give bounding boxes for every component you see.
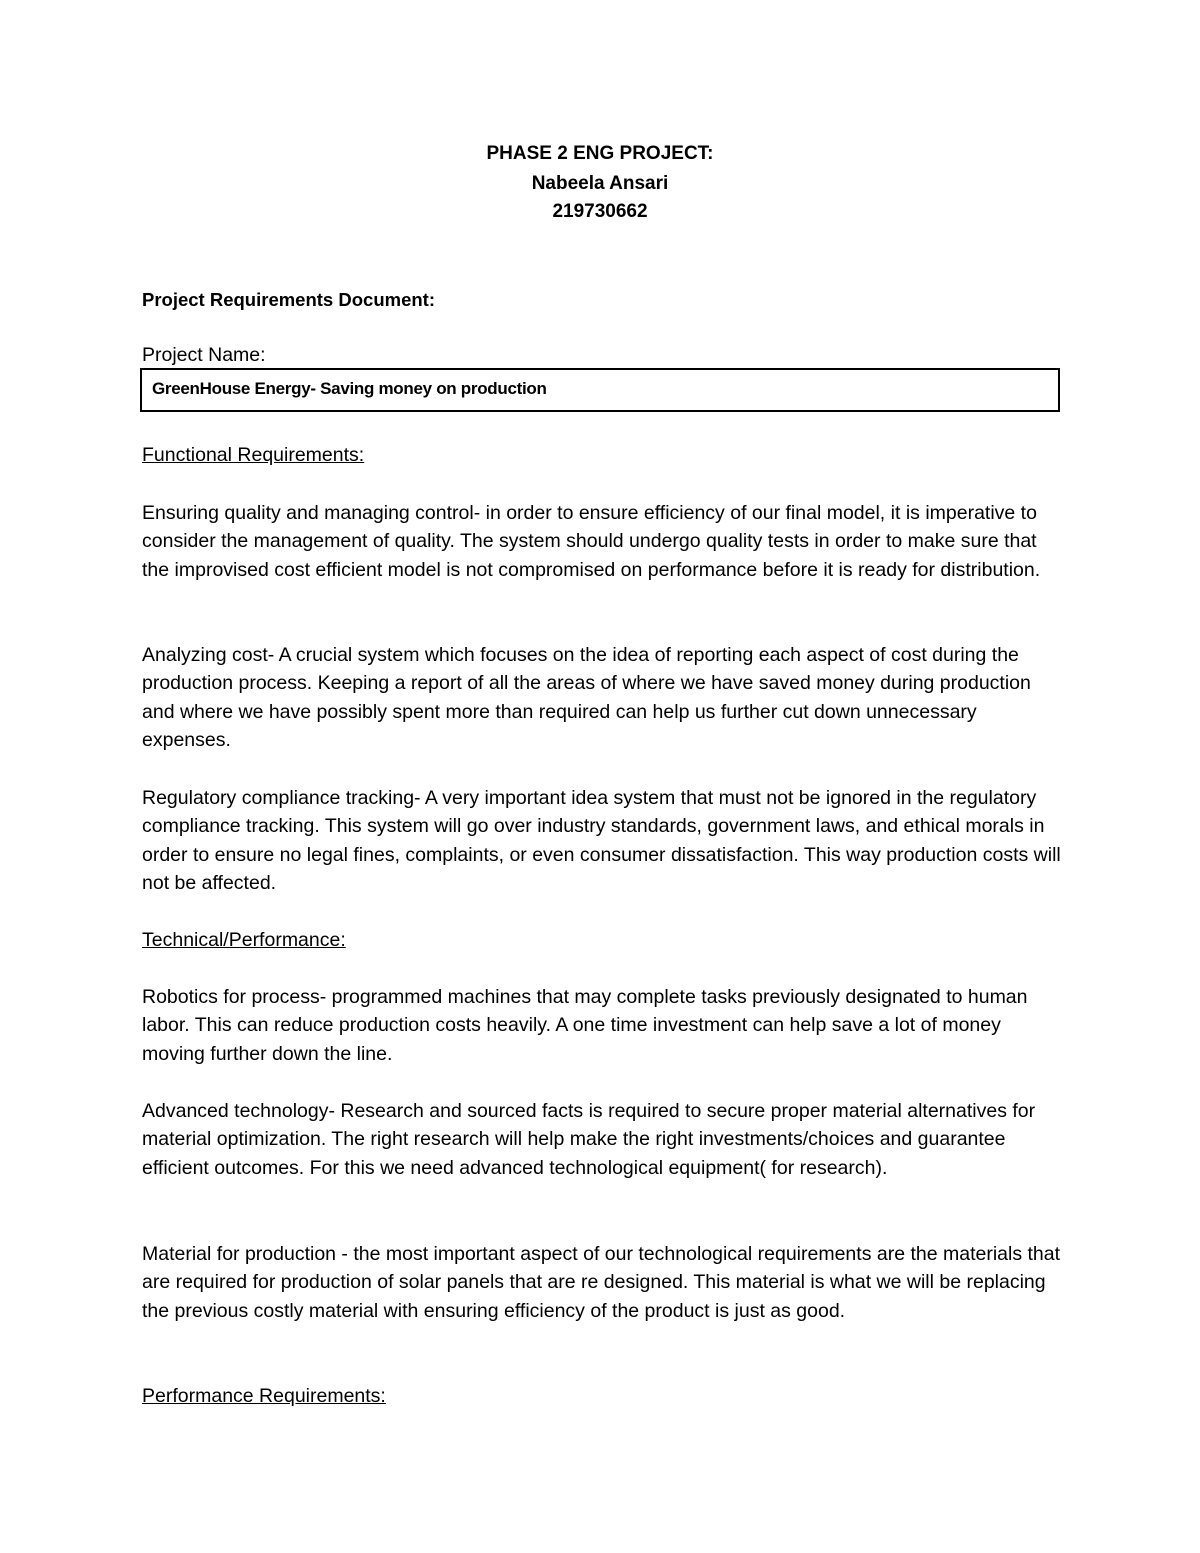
project-name-box — [140, 368, 1060, 412]
project-name-label-block — [142, 341, 1062, 369]
student-id: 219730662 — [552, 201, 648, 222]
functional-requirements-section — [142, 441, 1062, 469]
paragraph: Advanced technology- Research and sourced facts is required to secure proper material alternatives for material optimization. The right research will help make the right investments/choices and guarantee efficient outcomes. For this we need advanced technological equipment( for research). — [142, 1100, 1036, 1179]
project-name-value: GreenHouse Energy- Saving money on production — [152, 379, 547, 398]
technical-paragraph-material — [142, 1240, 1062, 1325]
paragraph: Analyzing cost- A crucial system which focuses on the idea of reporting each aspect of cost during the production process. Keeping a report of all the areas of where we have saved money during production and where we have possibly spent more than required can help us further cut down unnecessary expenses. — [142, 644, 1031, 752]
functional-paragraph-quality — [142, 499, 1062, 584]
technical-paragraph-advanced-technology — [142, 1097, 1062, 1182]
paragraph: Material for production - the most important aspect of our technological requirements are the materials that are required for production of solar panels that are re designed. This material is what we will be replacing the previous costly material with ensuring efficiency of the product is just as good. — [142, 1243, 1061, 1322]
project-name-label: Project Name: — [142, 344, 266, 366]
paragraph: Robotics for process- programmed machines that may complete tasks previously designated to human labor. This can reduce production costs heavily. A one time investment can help save a lot of money moving further down the line. — [142, 986, 1028, 1065]
functional-paragraph-compliance — [142, 784, 1062, 898]
performance-requirements-section — [142, 1382, 1062, 1410]
document-heading: Project Requirements Document: — [142, 289, 435, 310]
technical-paragraph-robotics — [142, 983, 1062, 1068]
paragraph: Regulatory compliance tracking- A very important idea system that must not be ignored in the regulatory compliance tracking. This system will go over industry standards, government laws, and ethical morals in order to ensure no legal fines, complaints, or even consumer dissatisfaction. This way production costs will not be affected. — [142, 787, 1061, 895]
functional-paragraph-cost — [142, 641, 1062, 755]
technical-performance-section — [142, 926, 1062, 954]
technical-performance-heading: Technical/Performance: — [142, 929, 346, 951]
functional-requirements-heading: Functional Requirements: — [142, 444, 365, 466]
author-name: Nabeela Ansari — [531, 173, 669, 194]
performance-requirements-heading: Performance Requirements: — [142, 1385, 386, 1407]
document-heading-block — [142, 286, 1062, 314]
document-title: PHASE 2 ENG PROJECT: — [486, 143, 714, 164]
paragraph: Ensuring quality and managing control- in order to ensure efficiency of our final model, it is imperative to consider the management of quality. The system should undergo quality tests in order to make sure that the improvised cost efficient model is not compromised on performance before it is ready for distribution. — [142, 502, 1041, 581]
